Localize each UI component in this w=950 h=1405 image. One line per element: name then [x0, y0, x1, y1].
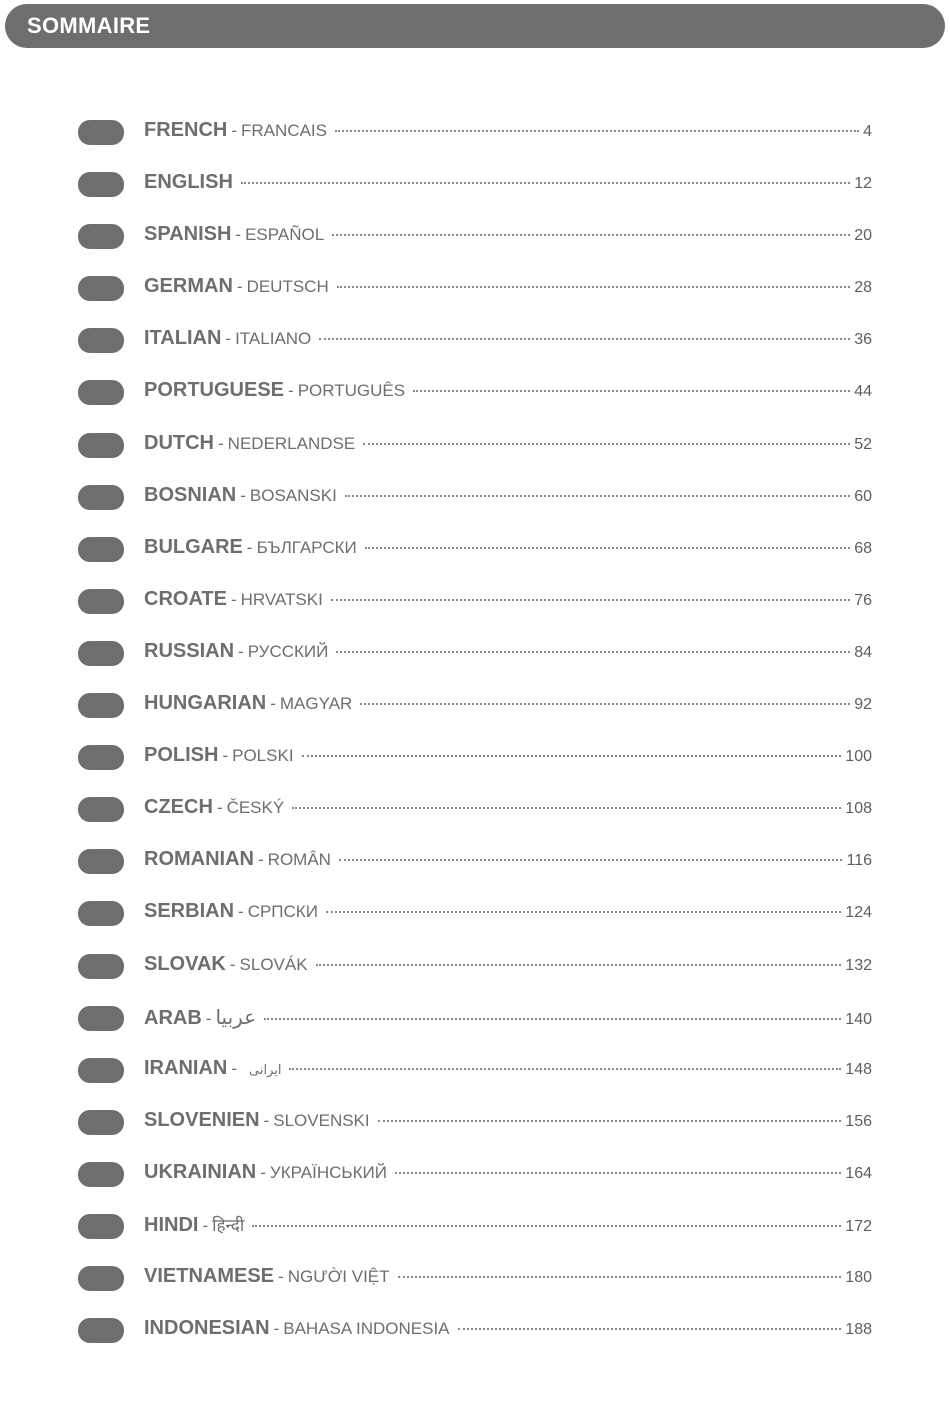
toc-entry[interactable]: [0, 316, 950, 368]
separator: -: [231, 1058, 238, 1078]
toc-entry[interactable]: [0, 889, 950, 941]
separator: -: [225, 329, 232, 349]
separator: -: [222, 746, 229, 766]
page-number: 140: [845, 1010, 872, 1028]
dot-leader: [395, 1172, 841, 1174]
language-name: SLOVAK: [144, 952, 226, 975]
tab-marker-icon: [78, 120, 124, 145]
tab-marker-icon: [78, 589, 124, 614]
page-number: 4: [863, 123, 872, 140]
native-language-name: हिन्दी: [212, 1215, 245, 1235]
page-number: 180: [845, 1269, 872, 1287]
page-number: 148: [845, 1060, 872, 1078]
language-name: SLOVENIEN: [144, 1108, 260, 1131]
toc-entry-line: [144, 1265, 872, 1288]
language-name: CZECH: [144, 796, 213, 819]
separator: -: [273, 1319, 280, 1339]
native-language-name: MAGYAR: [279, 694, 353, 714]
dot-leader: [319, 338, 850, 340]
toc-entry[interactable]: [0, 212, 950, 264]
toc-entry-line: [144, 1161, 872, 1184]
dot-leader: [335, 130, 859, 132]
page-number: 60: [854, 487, 872, 505]
tab-marker-icon: [78, 1318, 124, 1343]
page-number: 44: [854, 383, 872, 401]
toc-entry[interactable]: [0, 108, 950, 160]
native-language-name: PORTUGUÊS: [297, 381, 406, 401]
toc-entry-line: [144, 1057, 872, 1080]
language-name: SERBIAN: [144, 900, 235, 923]
dot-leader: [241, 182, 850, 184]
tab-marker-icon: [78, 641, 124, 666]
tab-marker-icon: [78, 537, 124, 562]
separator: -: [229, 954, 236, 974]
toc-entry[interactable]: [0, 1150, 950, 1202]
native-language-name: NGƯỜI VIỆT: [287, 1267, 390, 1287]
toc-entry[interactable]: [0, 629, 950, 681]
page-number: 84: [854, 643, 872, 661]
page-number: 116: [846, 852, 872, 870]
tab-marker-icon: [78, 693, 124, 718]
toc-entry[interactable]: [0, 1254, 950, 1306]
language-name: INDONESIAN: [144, 1317, 270, 1340]
dot-leader: [365, 547, 850, 549]
separator: -: [260, 1162, 266, 1182]
page-number: 52: [854, 435, 872, 453]
toc-entry-line: [144, 744, 872, 767]
native-language-name: SLOVENSKI: [273, 1110, 370, 1130]
page-number: 76: [854, 591, 872, 609]
native-language-name: BOSANSKI: [249, 485, 337, 505]
toc-entry[interactable]: [0, 160, 950, 212]
toc-entry[interactable]: [0, 525, 950, 577]
language-name: VIETNAMESE: [144, 1265, 275, 1288]
dot-leader: [252, 1225, 841, 1227]
separator: -: [236, 277, 243, 297]
toc-entry[interactable]: [0, 1046, 950, 1098]
toc-entry[interactable]: [0, 837, 950, 889]
page-number: 20: [854, 227, 872, 245]
tab-marker-icon: [78, 1006, 124, 1031]
toc-entry[interactable]: [0, 264, 950, 316]
page-number: 164: [845, 1164, 872, 1182]
native-language-name: СРПСКИ: [247, 902, 318, 922]
toc-entry-line: [144, 1213, 872, 1237]
dot-leader: [331, 599, 850, 601]
dot-leader: [316, 964, 842, 966]
native-language-name: ROMÂN: [267, 850, 331, 870]
toc-entry-line: [144, 432, 872, 455]
language-name: BOSNIAN: [144, 483, 237, 506]
native-language-name: NEDERLANDSE: [227, 433, 356, 453]
native-language-name: ایرانی: [249, 1062, 282, 1078]
tab-marker-icon: [78, 954, 124, 979]
language-name: ITALIAN: [144, 327, 222, 350]
language-name: GERMAN: [144, 275, 233, 298]
dot-leader: [360, 703, 850, 705]
dot-leader: [326, 911, 841, 913]
dot-leader: [292, 807, 841, 809]
separator: -: [218, 433, 224, 453]
language-name: DUTCH: [144, 431, 214, 454]
native-language-name: BAHASA INDONESIA: [283, 1319, 450, 1339]
toc-entry-line: [144, 1005, 872, 1030]
separator: -: [246, 537, 253, 557]
separator: -: [231, 121, 238, 140]
dot-leader: [289, 1068, 841, 1070]
native-language-name: POLSKI: [232, 746, 294, 766]
separator: -: [258, 850, 264, 870]
tab-marker-icon: [78, 380, 124, 405]
dot-leader: [337, 286, 850, 288]
toc-entry[interactable]: [0, 994, 950, 1046]
native-language-name: БЪЛГАРСКИ: [256, 537, 357, 557]
separator: -: [216, 798, 223, 818]
separator: -: [238, 641, 244, 661]
page-number: 156: [845, 1112, 872, 1130]
language-name: ARAB: [144, 1006, 202, 1029]
native-language-name: ITALIANO: [235, 329, 312, 349]
toc-entry[interactable]: [0, 785, 950, 837]
tab-marker-icon: [78, 485, 124, 510]
language-name: CROATE: [144, 587, 227, 610]
language-name: ENGLISH: [144, 171, 233, 194]
language-name: HUNGARIAN: [144, 692, 267, 715]
toc-entry-line: [144, 953, 872, 976]
language-name: BULGARE: [144, 535, 243, 558]
language-name: ROMANIAN: [144, 848, 254, 871]
page-number: 28: [854, 279, 872, 297]
tab-marker-icon: [78, 1266, 124, 1291]
toc-entry-line: [144, 275, 872, 298]
toc-entry-line: [144, 327, 872, 350]
tab-marker-icon: [78, 433, 124, 458]
tab-marker-icon: [78, 224, 124, 249]
tab-marker-icon: [78, 1058, 124, 1083]
dot-leader: [332, 234, 850, 236]
toc-entry-line: [144, 119, 872, 142]
header-bar: [5, 4, 945, 48]
dot-leader: [339, 859, 843, 861]
language-name: UKRAINIAN: [144, 1160, 257, 1183]
page-title: SOMMAIRE: [27, 13, 151, 38]
native-language-name: FRANCAIS: [241, 121, 327, 140]
language-name: HINDI: [144, 1213, 199, 1236]
toc-entry-line: [144, 484, 872, 507]
toc-entry[interactable]: [0, 421, 950, 473]
native-language-name: عربيا: [215, 1004, 257, 1029]
language-name: FRENCH: [144, 119, 228, 141]
language-name: IRANIAN: [144, 1056, 228, 1079]
dot-leader: [378, 1120, 842, 1122]
native-language-name: HRVATSKI: [240, 589, 323, 609]
separator: -: [263, 1110, 270, 1130]
separator: -: [288, 381, 294, 401]
dot-leader: [302, 755, 842, 757]
toc-entry-line: [144, 900, 872, 923]
toc-entry-line: [144, 223, 872, 246]
toc-entry-line: [144, 796, 872, 819]
toc-entry-line: [144, 379, 872, 402]
toc-entry[interactable]: [0, 473, 950, 525]
tab-marker-icon: [78, 745, 124, 770]
dot-leader: [398, 1276, 842, 1278]
dot-leader: [413, 390, 850, 392]
tab-marker-icon: [78, 172, 124, 197]
toc-entry[interactable]: [0, 1202, 950, 1254]
page-number: 124: [845, 904, 872, 922]
toc-entry[interactable]: [0, 1306, 950, 1358]
tab-marker-icon: [78, 797, 124, 822]
toc-entry-line: [144, 536, 872, 559]
page-number: 108: [845, 800, 872, 818]
toc-entry[interactable]: [0, 942, 950, 994]
toc-entry-line: [144, 1317, 872, 1340]
separator: -: [278, 1267, 284, 1287]
tab-marker-icon: [78, 849, 124, 874]
separator: -: [240, 485, 246, 505]
separator: -: [238, 902, 244, 922]
native-language-name: SLOVÁK: [239, 954, 308, 974]
tab-marker-icon: [78, 901, 124, 926]
tab-marker-icon: [78, 1110, 124, 1135]
table-of-contents: [0, 108, 950, 1358]
toc-entry-line: [144, 1109, 872, 1132]
tab-marker-icon: [78, 328, 124, 353]
dot-leader: [345, 495, 850, 497]
toc-entry-line: [144, 692, 872, 715]
dot-leader: [458, 1328, 842, 1330]
dot-leader: [336, 651, 850, 653]
toc-entry[interactable]: [0, 368, 950, 420]
language-name: RUSSIAN: [144, 639, 235, 662]
page-number: 172: [845, 1217, 872, 1235]
toc-entry[interactable]: [0, 577, 950, 629]
language-name: SPANISH: [144, 223, 232, 246]
toc-entry-line: [144, 588, 872, 611]
separator: -: [205, 1008, 212, 1028]
native-language-name: DEUTSCH: [246, 277, 329, 297]
toc-entry-line: [144, 848, 872, 871]
tab-marker-icon: [78, 1162, 124, 1187]
toc-entry[interactable]: [0, 1098, 950, 1150]
toc-entry-line: [144, 640, 872, 663]
separator: -: [202, 1215, 209, 1235]
dot-leader: [264, 1018, 841, 1020]
language-name: POLISH: [144, 744, 219, 767]
toc-entry[interactable]: [0, 733, 950, 785]
toc-entry[interactable]: [0, 681, 950, 733]
separator: -: [270, 694, 276, 714]
page-number: 36: [854, 331, 872, 349]
page-number: 132: [845, 956, 872, 974]
separator: -: [235, 225, 242, 245]
native-language-name: РУССКИЙ: [247, 641, 329, 661]
page-number: 100: [845, 748, 872, 766]
page-number: 68: [854, 539, 872, 557]
dot-leader: [363, 443, 850, 445]
page-number: 92: [854, 696, 872, 714]
tab-marker-icon: [78, 276, 124, 301]
native-language-name: ČESKÝ: [226, 798, 285, 818]
separator: -: [230, 589, 237, 609]
tab-marker-icon: [78, 1214, 124, 1239]
page-number: 12: [854, 175, 872, 193]
native-language-name: ESPAÑOL: [245, 225, 325, 245]
native-language-name: УКРАЇНСЬКИЙ: [269, 1162, 387, 1182]
toc-entry-line: [144, 171, 872, 194]
language-name: PORTUGUESE: [144, 379, 285, 402]
page-number: 188: [845, 1321, 872, 1339]
